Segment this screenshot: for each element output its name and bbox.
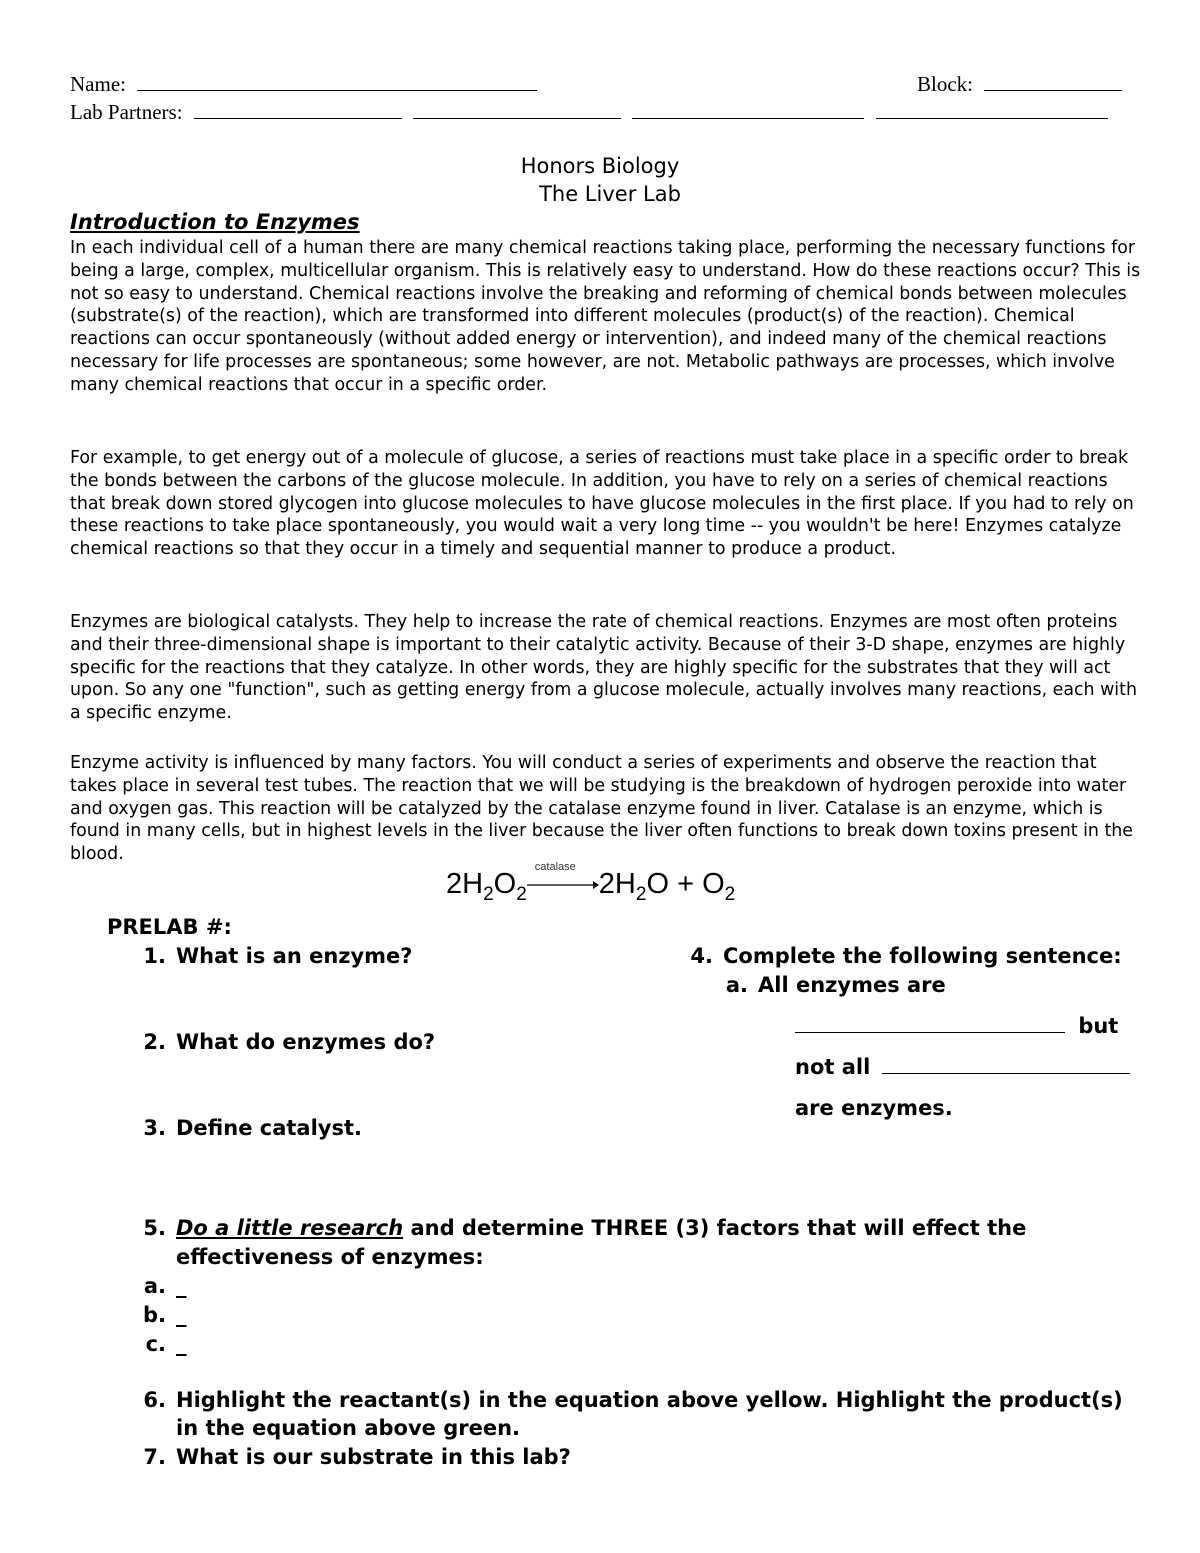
question-2: 2. What do enzymes do? xyxy=(143,1030,436,1054)
partner-blank-4[interactable] xyxy=(876,101,1108,119)
research-link-text: Do a little research xyxy=(176,1216,404,1240)
question-5c[interactable]: c. _ xyxy=(145,1332,187,1356)
name-row xyxy=(70,72,537,97)
reactant-h2o2: $2H_2O_2$ xyxy=(446,868,527,905)
question-4-blank-row-1: but xyxy=(795,1012,1118,1041)
prelab-heading: PRELAB #: xyxy=(107,915,232,939)
question-5b[interactable]: b. _ xyxy=(142,1303,187,1327)
question-6: 6. Highlight the reactant(s) in the equation above yellow. Highlight the product(s) xyxy=(143,1388,1123,1412)
question-5-line-2: effectiveness of enzymes: xyxy=(176,1245,484,1269)
question-7: 7. What is our substrate in this lab? xyxy=(143,1445,571,1469)
block-blank[interactable] xyxy=(984,73,1122,91)
catalase-label: catalase xyxy=(534,861,576,874)
course-title: Honors Biology xyxy=(520,154,680,178)
partner-blank-2[interactable] xyxy=(413,101,621,119)
question-4a: a. All enzymes are xyxy=(725,973,946,997)
partner-blank-3[interactable] xyxy=(632,101,864,119)
intro-paragraph-4: Enzyme activity is influenced by many factors. You will conduct a series of experiments and observe the reaction that takes place in several test tubes. The reaction that we will be studying is the breakdown of hydrogen peroxide into water and oxygen gas. This reaction will be catalyzed by the catalase enzyme found in liver. Catalase is an enzyme, which is found in many cells, but in highest levels in the liver because the liver often functions to break down toxins present in the blood. xyxy=(70,753,1134,865)
intro-paragraph-2: For example, to get energy out of a molecule of glucose, a series of reactions must take place in a specific order to break the bonds between the carbons of the glucose molecule. In addition, you have to rely on a series of chemical reactions that break down stored glycogen into glucose molecules to have glucose molecules in the first place. If you had to rely on these reactions to take place spontaneously, you would wait a very long time -- you wouldn't be here! Enzymes catalyze chemical reactions so that they occur in a timely and sequential manner to produce a product. xyxy=(70,448,1134,560)
reaction-arrow xyxy=(527,861,599,895)
block-row xyxy=(917,72,1122,97)
partner-blank-1[interactable] xyxy=(194,101,402,119)
plus-sign: + xyxy=(677,868,695,900)
arrow-icon xyxy=(527,875,599,895)
enzymes-are-blank[interactable] xyxy=(795,1015,1065,1033)
lab-partners-row xyxy=(70,100,1108,125)
question-1: 1. What is an enzyme? xyxy=(143,944,413,968)
lab-partners-label: Lab Partners: xyxy=(70,100,183,124)
question-5a[interactable]: a. _ xyxy=(143,1274,187,1298)
question-6-line-2: in the equation above green. xyxy=(176,1416,520,1440)
product-water: $2H_2O$ xyxy=(598,868,670,905)
question-3: 3. Define catalyst. xyxy=(143,1116,362,1140)
block-label: Block: xyxy=(917,72,973,96)
intro-paragraph-1: In each individual cell of a human there are many chemical reactions taking place, performing the necessary functions for being a large, complex, multicellular organism. This is relatively easy to understand. How do these reactions occur? This is not so easy to understand. Chemical reactions involve the breaking and reforming of chemical bonds between molecules (substrate(s) of the reaction), which are transformed into different molecules (product(s) of the reaction). Chemical reactions can occur spontaneously (without added energy or intervention), and indeed many of the chemical reactions necessary for life processes are spontaneous; some however, are not. Metabolic pathways are processes, which involve many chemical reactions that occur in a specific order. xyxy=(70,238,1141,395)
reaction-equation xyxy=(446,861,736,906)
question-4-blank-row-2: not all xyxy=(795,1053,1130,1082)
name-label: Name: xyxy=(70,72,126,96)
question-5: 5. Do a little research and determine THREE (3) factors that will effect the xyxy=(143,1216,1027,1240)
intro-paragraph-3: Enzymes are biological catalysts. They help to increase the rate of chemical reactions. Enzymes are most often proteins and their three-dimensional shape is important to their catalytic activity. Because of their 3-D shape, enzymes are highly specific for the reactions that they catalyze. In other words, they are highly specific for the substrates that they will act upon. So any one "function", such as getting energy from a glucose molecule, actually involves many reactions, each with a specific enzyme. xyxy=(70,612,1137,724)
lab-title: The Liver Lab xyxy=(539,182,681,206)
name-blank[interactable] xyxy=(137,73,537,91)
intro-heading: Introduction to Enzymes xyxy=(70,210,360,234)
question-4-end: are enzymes. xyxy=(795,1096,953,1120)
product-oxygen: $O_2$ xyxy=(702,868,736,905)
question-4: 4. Complete the following sentence: xyxy=(690,944,1122,968)
not-all-blank[interactable] xyxy=(882,1056,1130,1074)
